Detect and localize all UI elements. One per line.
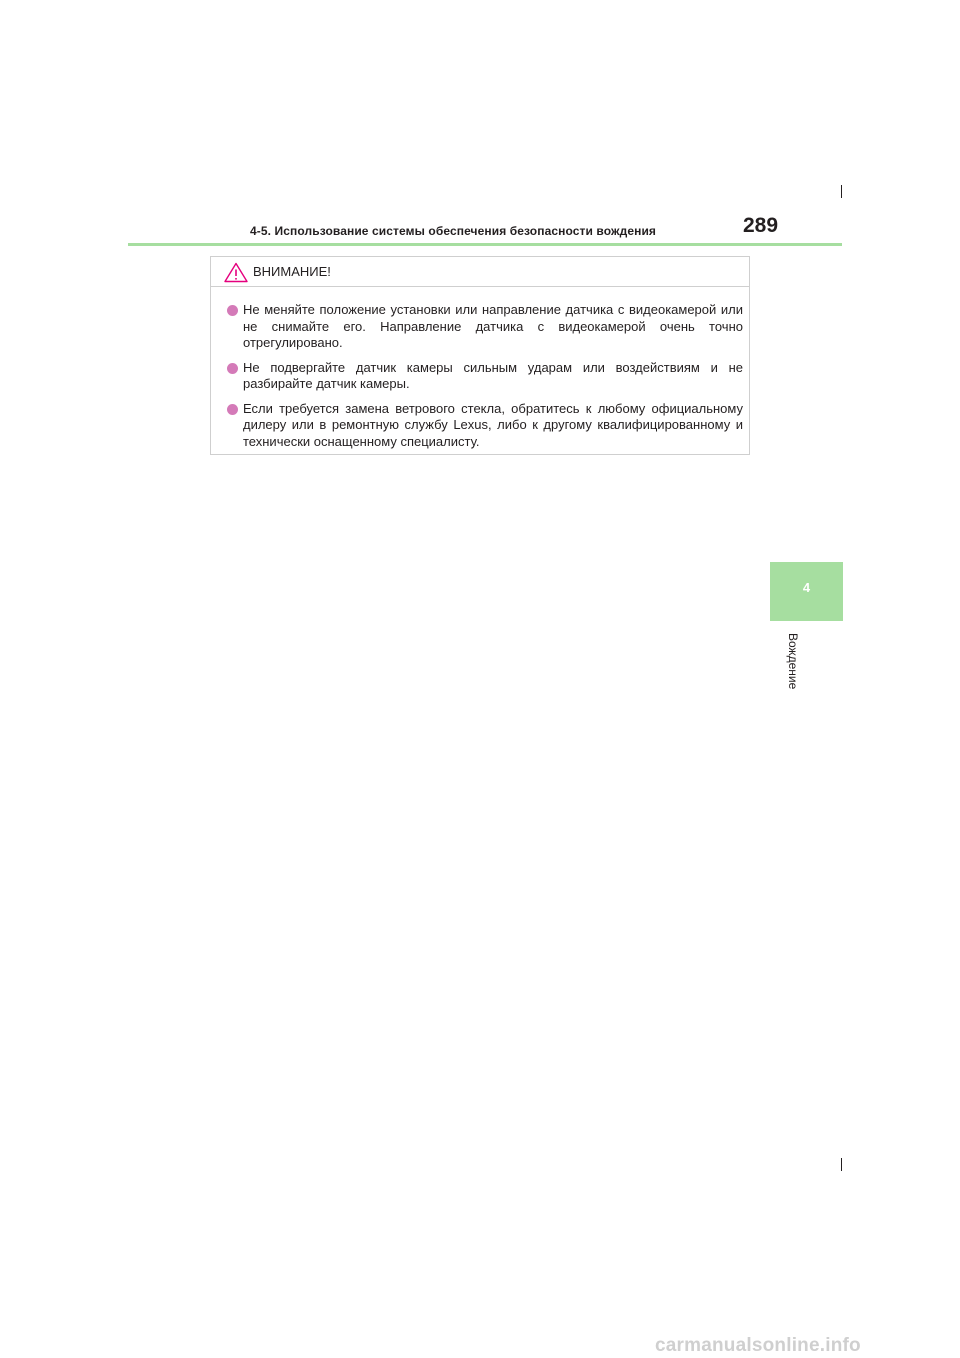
crop-mark-bottom [841, 1158, 842, 1171]
bullet-icon [227, 404, 238, 415]
section-header-title: 4-5. Использование системы обеспечения безопасности вождения [250, 224, 657, 238]
list-item [227, 302, 743, 352]
header-divider [128, 243, 842, 246]
list-item [227, 360, 743, 393]
chapter-label: Вождение [786, 633, 800, 690]
warning-triangle-icon [224, 262, 248, 283]
chapter-number: 4 [802, 580, 811, 595]
warning-title: ВНИМАНИЕ! [253, 264, 331, 279]
warning-box [210, 256, 750, 455]
list-item [227, 401, 743, 451]
warning-item-text: Не подвергайте датчик камеры сильным ударам или воздействиям и не разбирайте датчик камеры. [243, 359, 743, 391]
warning-list [227, 302, 743, 458]
warning-item-text: Если требуется замена ветрового стекла, обратитесь к любому официальному дилеру или в ремонтную службу Lexus, либо к другому квалифицированному и технически оснащенному специалисту. [243, 400, 743, 449]
bullet-icon [227, 363, 238, 374]
warning-item-text: Не меняйте положение установки или направление датчика с видеокамерой или не снимайте его. Направление датчика с видеокамерой очень точно отрегулировано. [243, 302, 743, 350]
warning-header [211, 257, 749, 287]
page-number: 289 [743, 214, 779, 237]
bullet-icon [227, 305, 238, 316]
chapter-thumb-tab [770, 562, 843, 621]
watermark: carmanualsonline.info [655, 1335, 861, 1356]
crop-mark-top [841, 185, 842, 198]
